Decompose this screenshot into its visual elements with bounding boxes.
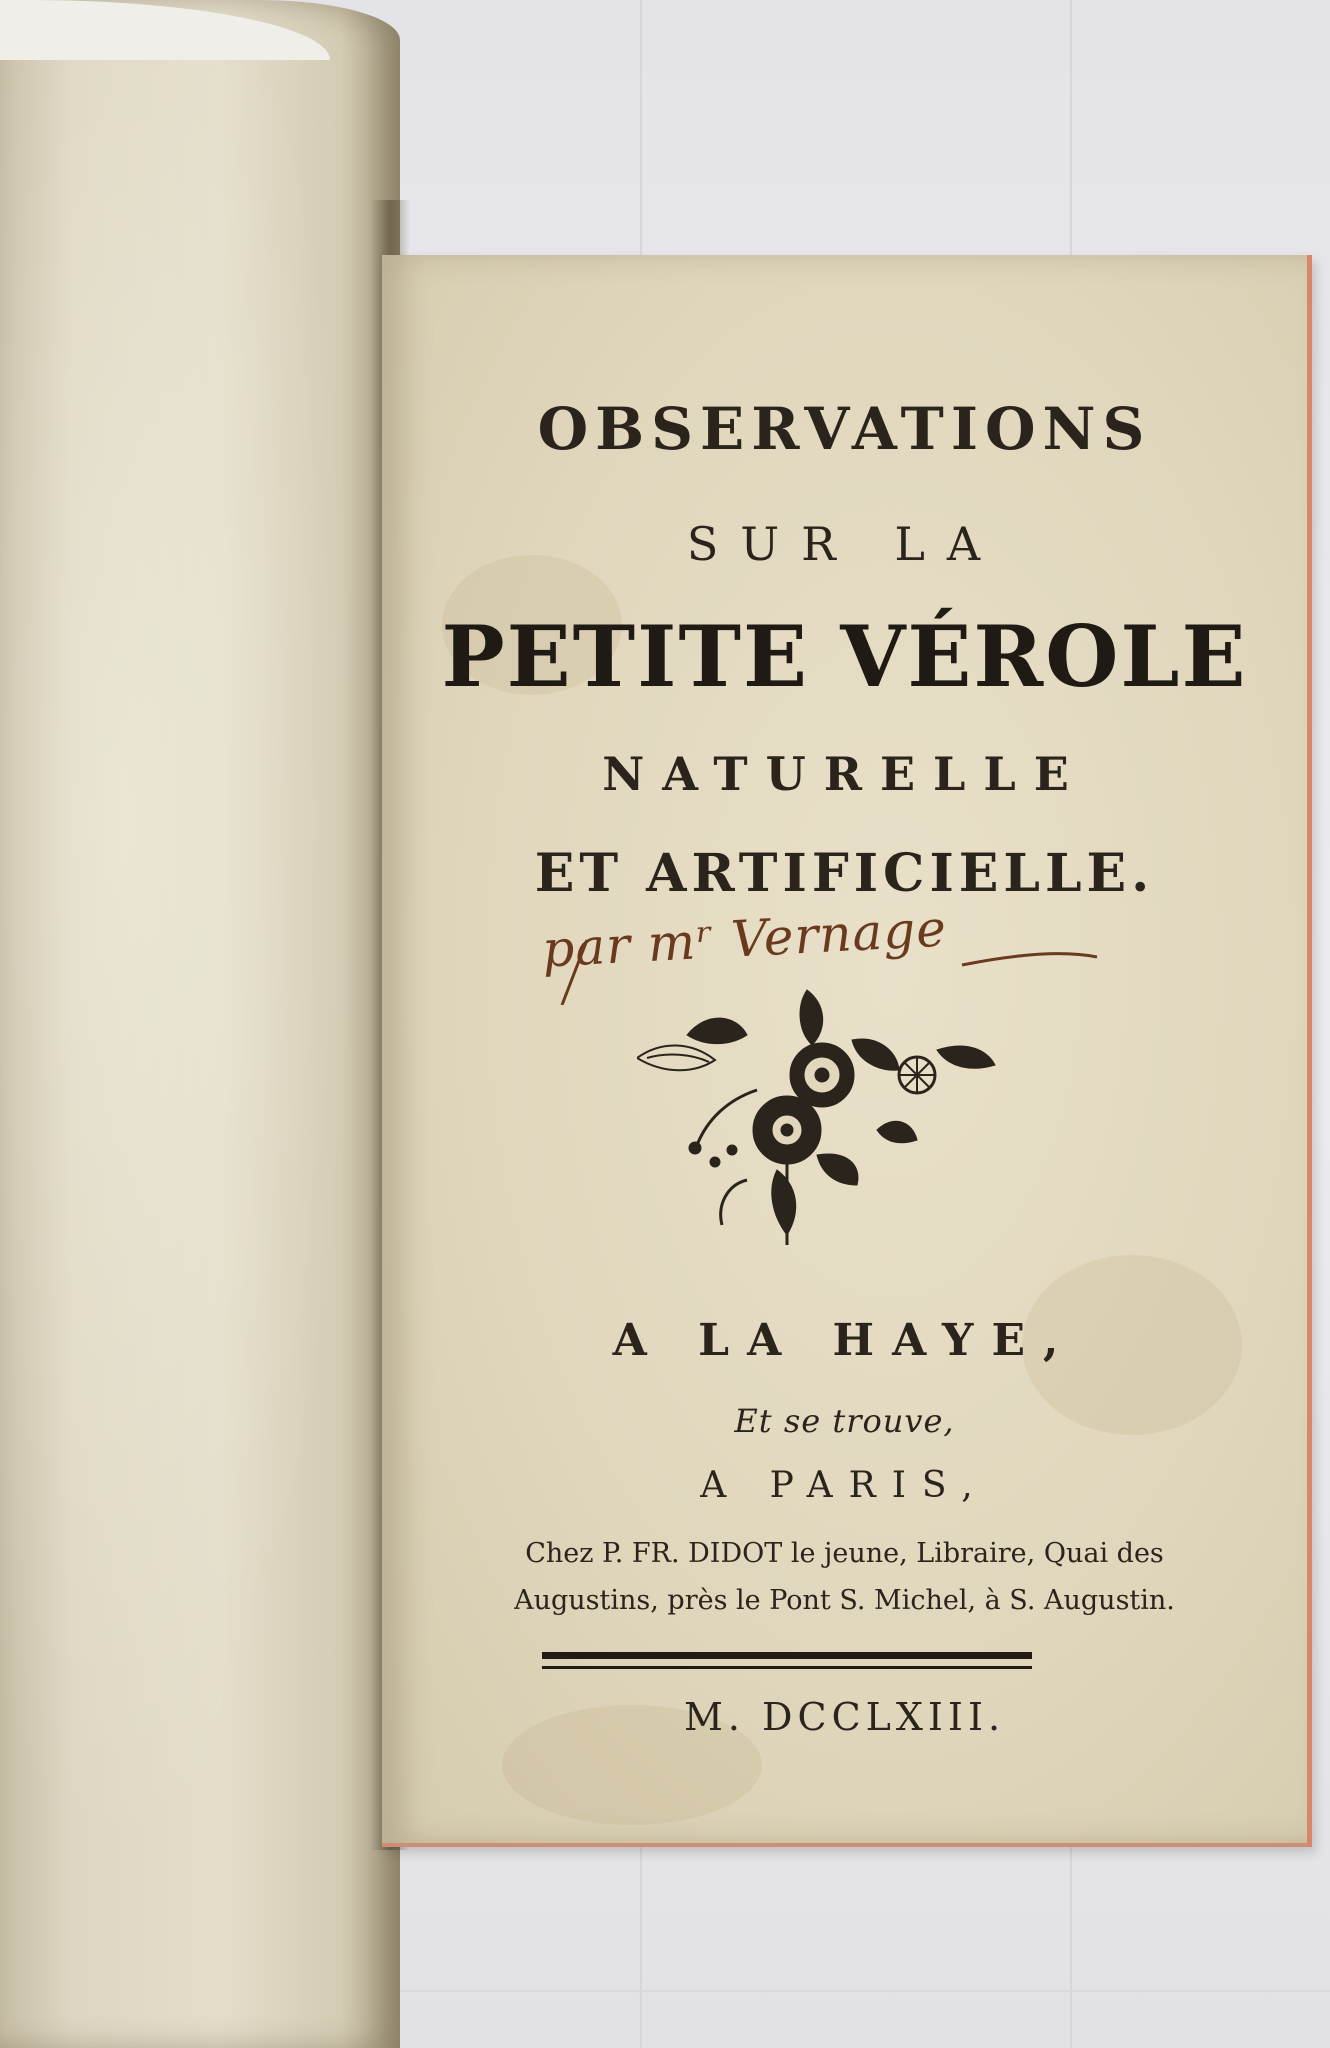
title-line-naturelle: NATURELLE (602, 747, 1087, 801)
left-page (0, 0, 400, 2048)
imprint-note: Et se trouve, (734, 1402, 955, 1440)
publisher-line-1: Chez P. FR. DIDOT le jeune, Libraire, Quai des (525, 1538, 1164, 1569)
double-rule-thick (542, 1652, 1032, 1659)
imprint-place: A LA HAYE, (612, 1315, 1077, 1366)
title-line-petite-verole: PETITE VÉROLE (441, 607, 1248, 706)
floral-ornament-icon (637, 980, 997, 1250)
publication-date: M. DCCLXIII. (683, 1695, 1006, 1739)
title-page (382, 255, 1312, 1847)
title-line-sur-la: SUR LA (686, 517, 1003, 571)
double-rule-thin (542, 1666, 1032, 1669)
imprint-city: A PARIS, (700, 1465, 989, 1506)
title-line-artificielle: ET ARTIFICIELLE. (534, 843, 1155, 904)
handwritten-attribution: par mʳ Vernage (540, 899, 949, 979)
title-line-observations: OBSERVATIONS (537, 395, 1152, 463)
publisher-line-2: Augustins, près le Pont S. Michel, à S. Augustin. (514, 1585, 1175, 1616)
